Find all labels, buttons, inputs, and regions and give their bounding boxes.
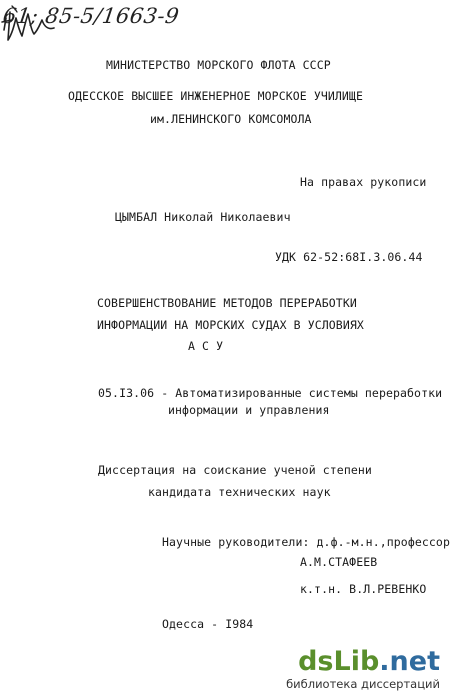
school-name-line2: им.ЛЕНИНСКОГО КОМСОМОЛА (150, 112, 312, 126)
ministry-heading: МИНИСТЕРСТВО МОРСКОГО ФЛОТА СССР (106, 58, 331, 72)
watermark-brand-part2: .net (379, 646, 440, 677)
advisor-stafeev: А.М.СТАФЕЕВ (300, 555, 378, 569)
title-line2: ИНФОРМАЦИИ НА МОРСКИХ СУДАХ В УСЛОВИЯХ (97, 318, 364, 332)
watermark-logo (286, 648, 440, 691)
specialty-line2: информации и управления (168, 403, 330, 417)
handwritten-archive-code: 61; 85-5/1663-9 (1, 4, 181, 28)
dissertation-degree-line2: кандидата технических наук (148, 485, 331, 499)
city-and-year: Одесса - I984 (162, 617, 254, 631)
scientific-advisors-line: Научные руководители: д.ф.-м.н.,профессор (162, 535, 450, 549)
specialty-line1: 05.I3.06 - Автоматизированные системы переработки (98, 386, 443, 400)
watermark-brand-part1: dsLib (298, 646, 380, 677)
advisor-revenko: к.т.н. В.Л.РЕВЕНКО (300, 582, 427, 596)
title-line1: СОВЕРШЕНСТВОВАНИЕ МЕТОДОВ ПЕРЕРАБОТКИ (97, 296, 357, 310)
manuscript-rights-note: На правах рукописи (300, 175, 427, 189)
title-line3: А С У (188, 339, 224, 353)
watermark-tagline: библиотека диссертаций (286, 677, 440, 691)
udc-code: УДК 62-52:68I.3.06.44 (275, 250, 423, 264)
dissertation-degree-line1: Диссертация на соискание ученой степени (98, 463, 372, 477)
school-name-line1: ОДЕССКОЕ ВЫСШЕЕ ИНЖЕНЕРНОЕ МОРСКОЕ УЧИЛИЩЕ (68, 89, 363, 103)
author-name: ЦЫМБАЛ Николай Николаевич (115, 210, 291, 224)
